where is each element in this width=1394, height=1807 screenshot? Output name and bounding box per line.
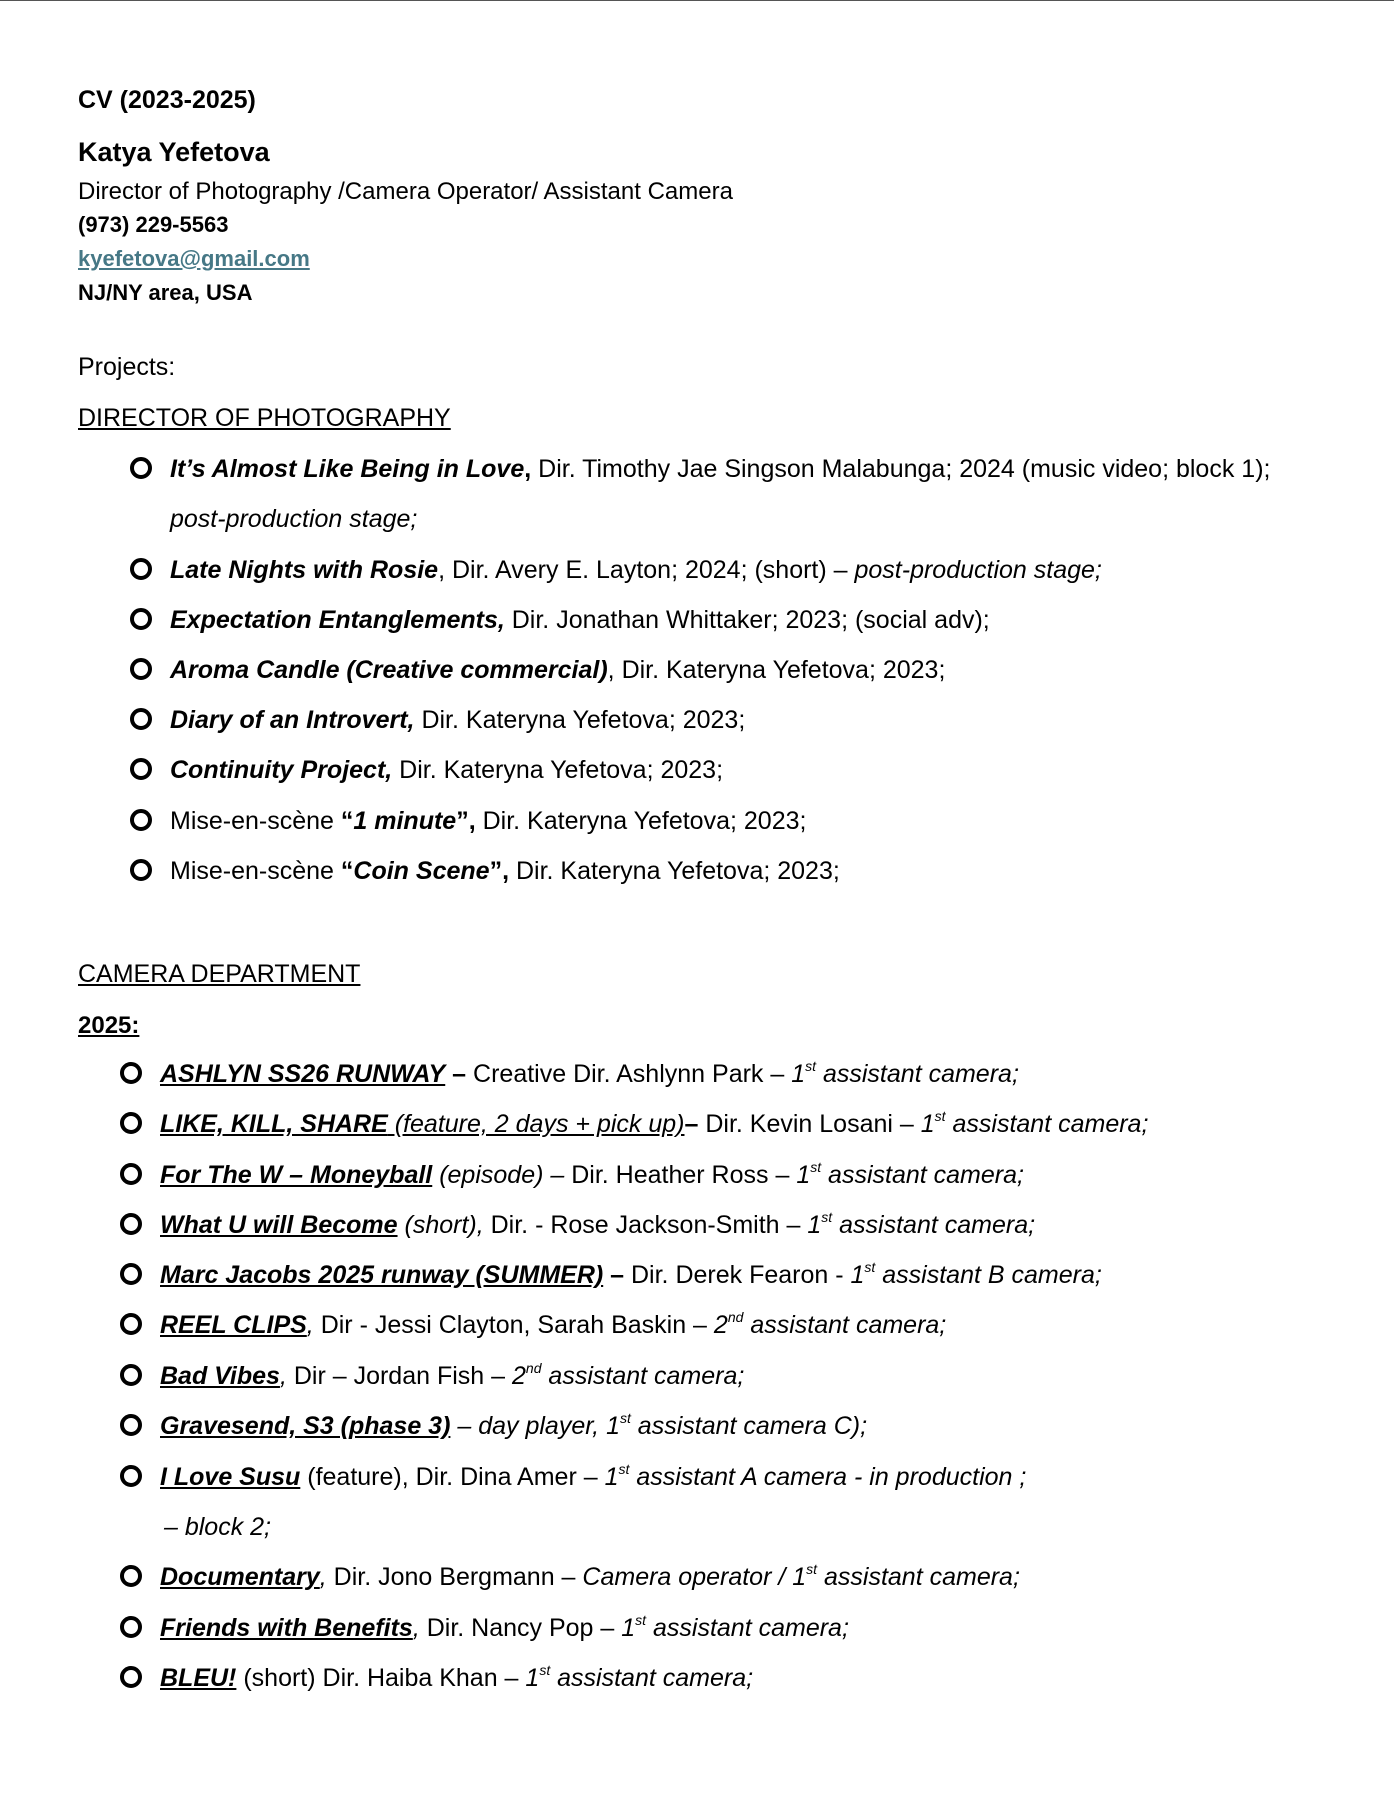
circle-bullet-icon: [120, 1666, 142, 1688]
circle-bullet-icon: [120, 1565, 142, 1587]
circle-bullet-icon: [120, 1414, 142, 1436]
circle-bullet-icon: [120, 1465, 142, 1487]
year-heading: 2025:: [78, 1012, 140, 1039]
circle-bullet-icon: [130, 758, 152, 780]
circle-bullet-icon: [120, 1616, 142, 1638]
camera-section-heading: CAMERA DEPARTMENT: [78, 960, 361, 988]
circle-bullet-icon: [120, 1163, 142, 1185]
circle-bullet-icon: [130, 658, 152, 680]
circle-bullet-icon: [130, 859, 152, 881]
circle-bullet-icon: [120, 1313, 142, 1335]
person-name: Katya Yefetova: [78, 137, 270, 167]
page: CV (2023-2025) Katya Yefetova Director of Photography /Camera Operator/ Assistant Camera (973) 229-5563 kyefetova@gmail.com NJ/NY area, USA Projects: DIRECTOR OF PHOTOGRAPHY It’s Almost Like Being in Love, Dir. Timothy Jae Singson Malabunga; 2024 (music video; block 1); post-production stage; Late Nights with Rosie, Dir. Avery E. Layton; 2024; (short) – post-production stage; Expectation Entanglements, Dir. Jonathan Whittaker; 2023; (social adv); Aroma Candle (Creative commercial), Dir. Kateryna Yefetova; 2023; Diary of an Introvert, Dir. Kateryna Yefetova; 2023; Continuity Project, Dir. Kateryna Yefetova; 2023; Mise-en-scène “1 minute”, Dir. Kateryna Yefetova; 2023; Mise-en-scène “Coin Scene”, Dir. Kateryna Yefetova; 2023; CAMERA DEPARTMENT 2025: ASHLYN SS26 RUNWAY – Creative Dir. Ashlynn Park – 1st assistant camera; LIKE, KILL, SHARE (feature, 2 days + pick up)– Dir. Kevin Losani – 1st assistant camera; For The W – Moneyball (episode) – Dir. Heather Ross – 1st assistant camera; What U will Become (short), Dir. - Rose Jackson-Smith – 1st assistant camera; Marc Jacobs 2025 runway (SUMMER) – Dir. Derek Fearon - 1st assistant B camera; REEL CLIPS, Dir - Jessi Clayton, Sarah Baskin – 2nd assistant camera; Bad Vibes, Dir – Jordan Fish – 2nd assistant camera; Gravesend, S3 (phase 3) – day player, 1st assistant camera C); I Love Susu (feature), Dir. Dina Amer – 1st assistant A camera - in production ; – block 2; Documentary, Dir. Jono Bergmann – Camera operator / 1st assistant camera; Friends with Benefits, Dir. Nancy Pop – 1st assistant camera; BLEU! (short) Dir. Haiba Khan – 1st assistant camera;: [0, 0, 1394, 1807]
job-titles: Director of Photography /Camera Operator/ Assistant Camera: [78, 178, 733, 205]
circle-bullet-icon: [130, 708, 152, 730]
circle-bullet-icon: [120, 1364, 142, 1386]
circle-bullet-icon: [120, 1112, 142, 1134]
dp-section-heading: DIRECTOR OF PHOTOGRAPHY: [78, 404, 451, 432]
cv-title: CV (2023-2025): [78, 86, 256, 114]
circle-bullet-icon: [130, 558, 152, 580]
circle-bullet-icon: [130, 457, 152, 479]
phone-number: (973) 229-5563: [78, 212, 229, 237]
circle-bullet-icon: [120, 1213, 142, 1235]
circle-bullet-icon: [130, 809, 152, 831]
circle-bullet-icon: [130, 608, 152, 630]
location: NJ/NY area, USA: [78, 280, 253, 305]
email-link[interactable]: kyefetova@gmail.com: [78, 246, 310, 271]
circle-bullet-icon: [120, 1263, 142, 1285]
projects-label: Projects:: [78, 353, 176, 381]
circle-bullet-icon: [120, 1062, 142, 1084]
top-border: [0, 0, 1394, 1]
